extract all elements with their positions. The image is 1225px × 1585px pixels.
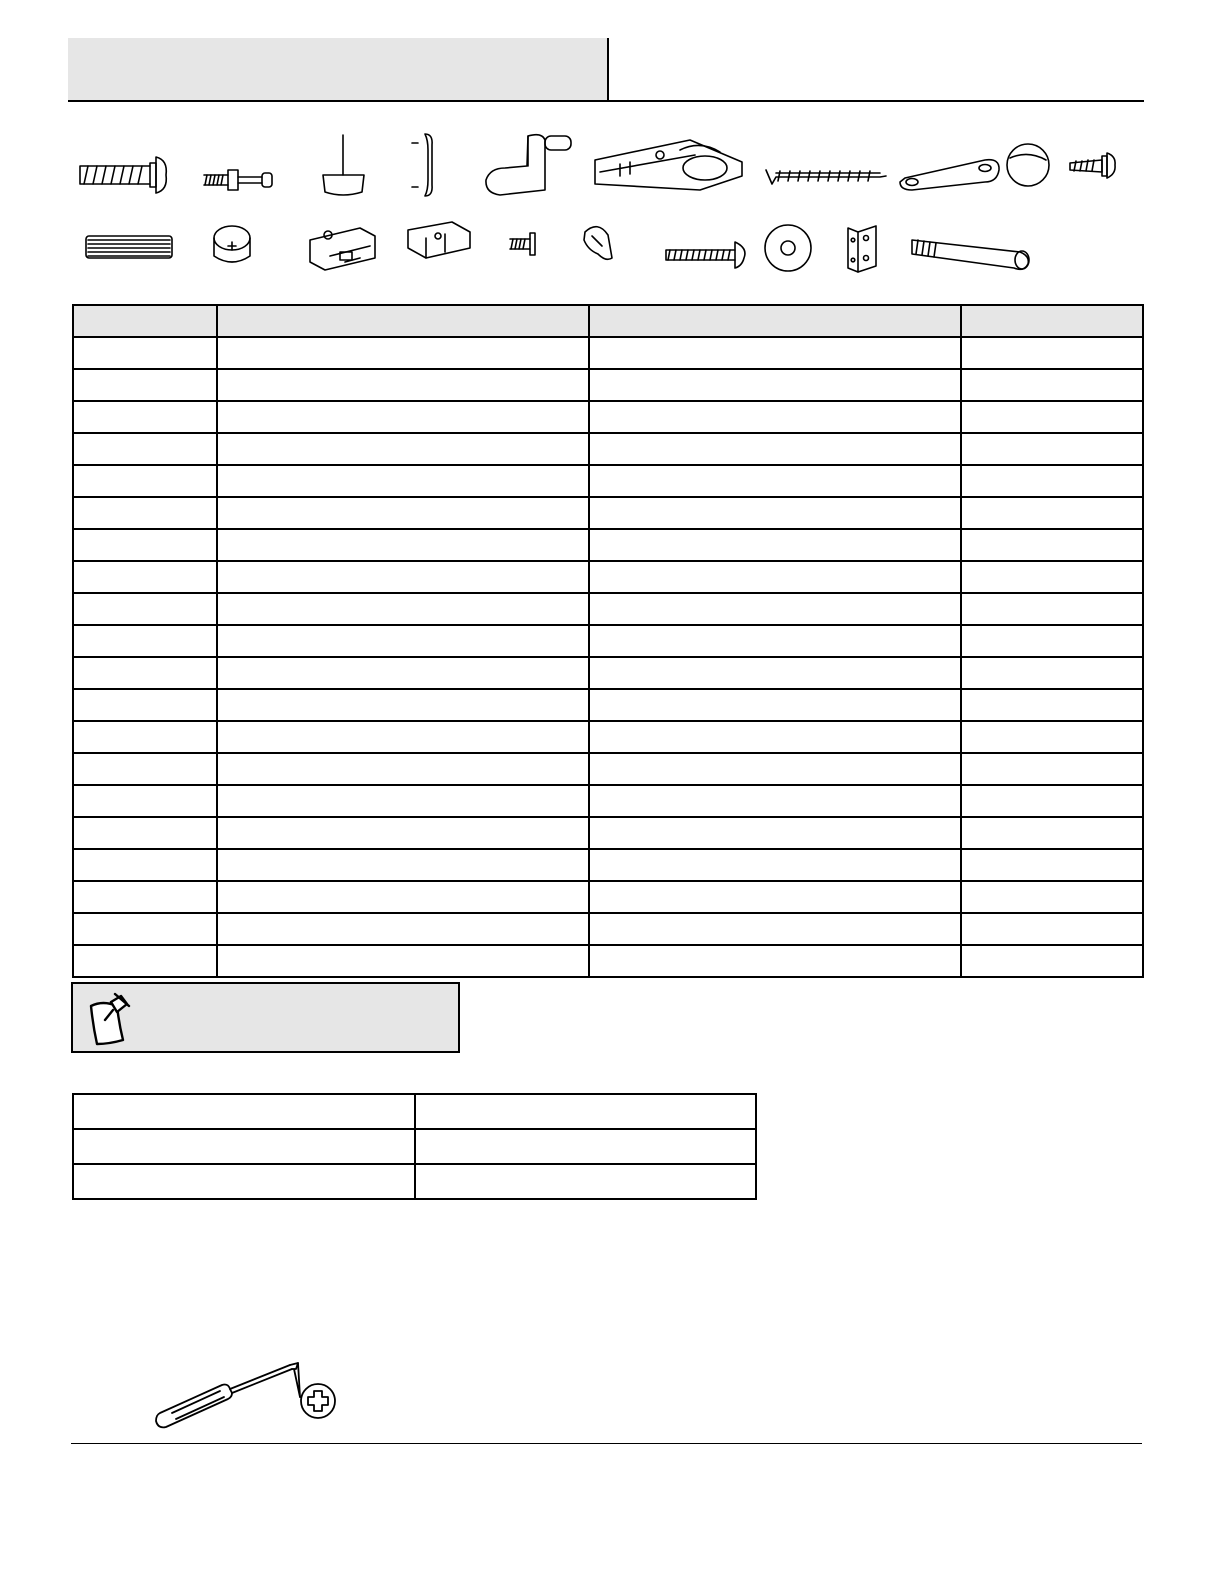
table-cell [961,529,1143,561]
table-cell [961,433,1143,465]
table-cell [217,913,589,945]
table-cell [589,369,961,401]
bolt-icon [80,157,166,193]
hinge-icon [595,140,742,190]
table-cell [217,401,589,433]
tools-cell [73,1129,415,1164]
table-cell [217,657,589,689]
cam-lock-icon [214,226,250,262]
table-cell [217,721,589,753]
table-cell [589,625,961,657]
table-cell [217,593,589,625]
cap-icon [1007,144,1049,186]
table-cell [589,785,961,817]
table-cell [961,817,1143,849]
table-cell [589,945,961,977]
table-cell [589,465,961,497]
table-cell [961,337,1143,369]
table-cell [589,593,961,625]
table-row [73,849,1143,881]
table-cell [589,497,961,529]
table-row [73,657,1143,689]
parts-header-cell [961,305,1143,337]
table-cell [589,849,961,881]
table-cell [589,561,961,593]
table-cell [217,881,589,913]
table-cell [589,721,961,753]
table-cell [73,689,217,721]
table-cell [73,753,217,785]
table-cell [217,529,589,561]
table-row [73,721,1143,753]
table-cell [961,945,1143,977]
table-cell [73,369,217,401]
table-cell [217,337,589,369]
table-cell [961,689,1143,721]
table-row [73,529,1143,561]
table-cell [589,433,961,465]
table-cell [961,721,1143,753]
table-cell [961,465,1143,497]
table-cell [589,337,961,369]
table-row [73,593,1143,625]
table-cell [73,817,217,849]
table-cell [73,945,217,977]
parts-table [72,304,1144,978]
table-cell [217,689,589,721]
table-cell [217,945,589,977]
table-cell [73,497,217,529]
table-cell [217,817,589,849]
corner-bracket-icon [408,222,470,258]
table-row [73,881,1143,913]
table-cell [961,849,1143,881]
table-cell [589,753,961,785]
table-cell [217,625,589,657]
parts-header-cell [73,305,217,337]
table-row [73,561,1143,593]
pin-icon [912,240,1029,269]
table-cell [589,817,961,849]
table-row [73,689,1143,721]
table-cell [589,689,961,721]
washer-screw-icon [1070,153,1115,178]
handle-icon [412,134,432,196]
table-cell [73,881,217,913]
tools-cell [415,1129,756,1164]
tack-glide-icon [323,135,364,195]
tools-row [73,1164,756,1199]
parts-header-cell [217,305,589,337]
table-cell [589,913,961,945]
table-cell [589,401,961,433]
tools-cell [415,1094,756,1129]
tools-row [73,1094,756,1129]
phillips-screwdriver-icon [150,1355,350,1435]
table-cell [217,369,589,401]
table-row [73,785,1143,817]
hinge-plate-icon [310,228,375,270]
table-row [73,817,1143,849]
wire-clip-icon [584,227,612,260]
table-cell [73,401,217,433]
table-cell [961,401,1143,433]
table-cell [217,753,589,785]
table-cell [73,433,217,465]
table-cell [73,465,217,497]
table-row [73,337,1143,369]
table-cell [589,529,961,561]
table-cell [961,913,1143,945]
table-row [73,369,1143,401]
tools-table [72,1093,757,1200]
flat-washer-icon [765,225,811,271]
tools-row [73,1129,756,1164]
table-cell [961,881,1143,913]
table-cell [961,561,1143,593]
table-cell [73,657,217,689]
table-cell [73,849,217,881]
table-cell [961,369,1143,401]
table-cell [73,561,217,593]
table-cell [73,785,217,817]
table-cell [217,497,589,529]
note-pin-icon [85,990,135,1048]
table-cell [589,881,961,913]
table-cell [217,433,589,465]
table-cell [73,625,217,657]
hardware-illustrations [0,0,1225,300]
long-screw-icon [766,170,886,184]
table-row [73,497,1143,529]
machine-screw-icon [666,242,745,268]
short-screw-icon [510,233,535,255]
angle-bracket-icon [848,226,876,272]
parts-table-header [73,305,1143,337]
connector-bolt-icon [204,170,272,190]
dowel-icon [86,236,172,258]
tools-cell [415,1164,756,1199]
table-cell [961,753,1143,785]
table-row [73,913,1143,945]
table-cell [589,657,961,689]
table-cell [217,465,589,497]
table-cell [961,785,1143,817]
table-cell [73,913,217,945]
table-row [73,465,1143,497]
table-row [73,401,1143,433]
table-cell [961,593,1143,625]
table-row [73,433,1143,465]
table-cell [73,337,217,369]
table-cell [961,625,1143,657]
tools-cell [73,1094,415,1129]
footer-rule [71,1443,1142,1444]
link-plate-icon [900,160,999,190]
table-row [73,625,1143,657]
table-cell [73,721,217,753]
table-cell [961,497,1143,529]
table-row [73,945,1143,977]
parts-header-cell [589,305,961,337]
table-cell [217,561,589,593]
table-row [73,753,1143,785]
table-cell [961,657,1143,689]
shelf-pin-icon [486,135,571,195]
tools-cell [73,1164,415,1199]
table-cell [73,593,217,625]
note-box [71,982,460,1053]
table-cell [73,529,217,561]
table-cell [217,785,589,817]
table-cell [217,849,589,881]
